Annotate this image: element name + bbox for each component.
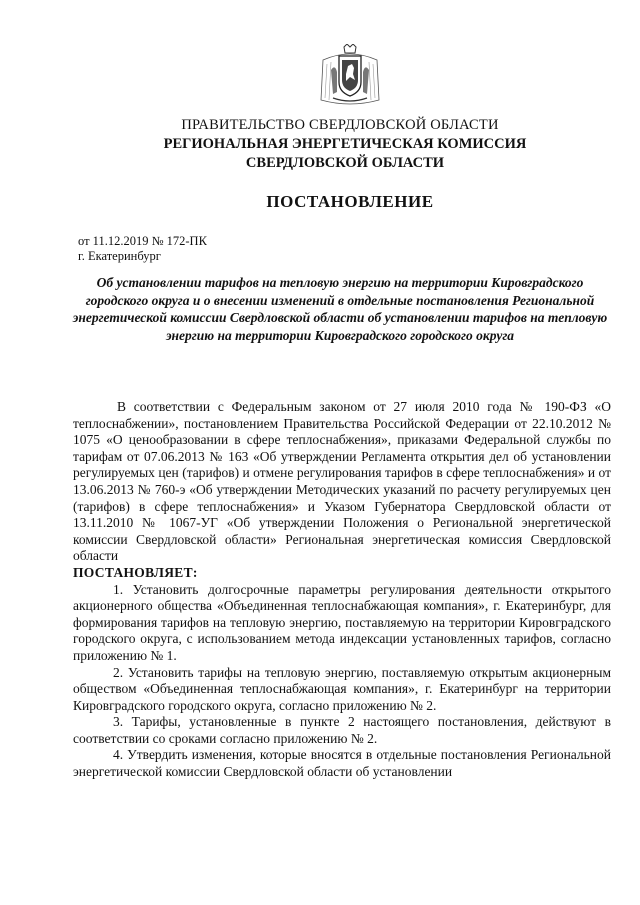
clause-3: 3. Тарифы, установленные в пункте 2 настоящего постановления, действуют в соответствии со сроками согласно приложению № 2.: [73, 714, 611, 746]
document-date-number: от 11.12.2019 № 172-ПК: [78, 234, 207, 248]
preamble-paragraph: В соответствии с Федеральным законом от 27 июля 2010 года № 190-ФЗ «О теплоснабжении», постановлением Правительства Российской Федерации от 22.10.2012 № 1075 «О ценообразовании в сфере теплоснабжения», приказами Федеральной службы по тарифам от 07.06.2013 № 163 «Об утверждении Регламента открытия дел об установлении регулируемых цен (тарифов) и отмене регулирования тарифов в сфере теплоснабжения» и от 13.06.2013 № 760-э «Об утверждении Методических указаний по расчету регулируемых цен (тарифов) в сфере теплоснабжения» и Указом Губернатора Свердловской области от 13.11.2010 № 1067-УГ «Об утверждении Положения о Региональной энергетической комиссии Свердловской области» Региональная энергетическая комиссия Свердловской области: [73, 399, 611, 564]
clause-4: 4. Утвердить изменения, которые вносятся в отдельные постановления Региональной энергетической комиссии Свердловской области об установлении: [73, 747, 611, 780]
resolves-heading: ПОСТАНОВЛЯЕТ:: [73, 564, 198, 580]
clause-1: 1. Установить долгосрочные параметры регулирования деятельности открытого акционерного общества «Объединенная теплоснабжающая компания», г. Екатеринбург, для формирования тарифов на тепловую энергию, поставляемую на территории Кировградского городского округа, с использованием метода индексации установленных тарифов, согласно приложению № 1.: [73, 581, 611, 663]
document-subject: Об установлении тарифов на тепловую энергию на территории Кировградского городского округа и о внесении изменений в отдельные постановления Региональной энергетической комиссии Свердловской области об установлении тарифов на тепловую энергию на территории Кировградского городского округа: [72, 275, 608, 343]
document-city: г. Екатеринбург: [78, 249, 161, 263]
document-type-title: ПОСТАНОВЛЕНИЕ: [266, 192, 434, 211]
commission-name: РЕГИОНАЛЬНАЯ ЭНЕРГЕТИЧЕСКАЯ КОМИССИЯ: [163, 136, 527, 152]
commission-region: СВЕРДЛОВСКОЙ ОБЛАСТИ: [245, 155, 445, 171]
government-name: ПРАВИТЕЛЬСТВО СВЕРДЛОВСКОЙ ОБЛАСТИ: [181, 117, 499, 133]
document-body: [73, 399, 611, 781]
coat-of-arms-icon: [317, 44, 383, 108]
clause-2: 2. Установить тарифы на тепловую энергию, поставляемую открытым акционерным обществом «Объединенная теплоснабжающая компания», г. Екатеринбург на территории Кировградского городского округа, согласно приложению № 2.: [73, 664, 611, 713]
